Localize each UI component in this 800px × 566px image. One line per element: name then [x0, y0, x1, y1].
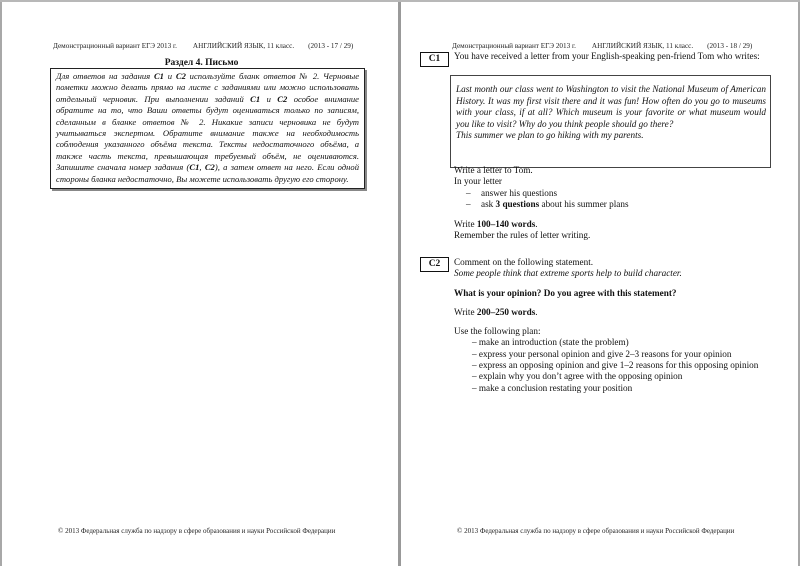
running-head-variant: Демонстрационный вариант ЕГЭ 2013 г. — [452, 42, 576, 50]
running-head-subject: АНГЛИЙСКИЙ ЯЗЫК, 11 класс. — [591, 42, 694, 50]
c2-plan-item: – make a conclusion restating your position — [472, 382, 633, 393]
letter-body: Last month our class went to Washington to visit the National Museum of American History. It was my first visit there and it was fun! How often do you go to museums with your class, if at all? Which museum is your favorite or what museum would you like to visit? Why do you think people should go there? — [456, 84, 766, 129]
letter-last-line: This summer we plan to go hiking with my parents. — [456, 130, 644, 140]
bullet-bold: 3 questions — [495, 198, 540, 209]
text: . — [535, 219, 538, 229]
dash: – — [466, 187, 471, 198]
statement-text: Some people think that extreme sports help to build character. — [454, 268, 682, 279]
instruction-text: и — [163, 71, 176, 81]
instruction-text: используйте бланк ответов № 2. Черновые пометки можно делать прямо на листе с заданиями или можно использовать отдельный черновик. При выполнении заданий — [56, 71, 360, 104]
c2-plan-title: Use the following plan: — [454, 326, 541, 337]
task-ref-c2: С2 — [175, 71, 186, 81]
word-range: 100–140 words — [476, 219, 536, 229]
bullet-text: answer his questions — [481, 187, 558, 198]
bullet-text: about his summer plans — [539, 198, 629, 209]
c1-reminder: Remember the rules of letter writing. — [454, 230, 591, 241]
c2-body — [454, 257, 774, 394]
c1-bullet — [454, 188, 754, 199]
question-text: What is your opinion? Do you agree with this statement? — [454, 287, 677, 298]
c1-word-count — [454, 219, 754, 242]
section-title: Раздел 4. Письмо — [164, 58, 239, 68]
c1-task-line: Write a letter to Tom. — [454, 165, 533, 175]
instruction-text: Для ответов на задания — [56, 71, 154, 81]
page-17 — [0, 2, 399, 566]
c2-plan-item: – make an introduction (state the problem) — [472, 337, 629, 348]
task-ref-c2: С2 — [277, 93, 288, 104]
task-ref-c1: С1 — [250, 93, 261, 104]
c1-task — [454, 165, 754, 210]
instruction-text: и — [260, 93, 278, 104]
c2-plan-item: – explain why you don’t agree with the opposing opinion — [472, 371, 683, 382]
text: Write — [454, 219, 477, 229]
running-head-page-ref: (2013 - 17 / 29) — [308, 42, 354, 50]
text: Write — [454, 306, 477, 317]
running-head-variant: Демонстрационный вариант ЕГЭ 2013 г. — [53, 42, 177, 50]
c1-task-line: In your letter — [454, 176, 502, 187]
text: . — [535, 306, 538, 317]
c2-question — [454, 288, 774, 299]
page-footer: © 2013 Федеральная служба по надзору в сфере образования и науки Российской Федерации — [457, 527, 735, 535]
c2-plan-item: – express your personal opinion and give 2–3 reasons for your opinion — [472, 348, 732, 359]
c1-word-limit — [454, 219, 754, 230]
task-label-c1: C1 — [420, 52, 449, 67]
c2-plan-item: – express an opposing opinion and give 1–2 reasons for this opposing opinion — [472, 360, 759, 371]
word-range: 200–250 words — [476, 306, 536, 317]
c1-intro: You have received a letter from your English-speaking pen-friend Tom who writes: — [454, 51, 760, 61]
task-label-c2: C2 — [420, 257, 449, 272]
letter-box — [450, 75, 771, 168]
running-head — [452, 42, 752, 50]
running-head — [53, 42, 353, 50]
task-ref-c1: С1 — [189, 162, 200, 173]
instruction-text: ), а затем ответ на него. Если одной стороны бланка недостаточно, Вы можете использовать другую его сторону. — [56, 162, 360, 184]
task-ref-c2: С2 — [204, 162, 215, 173]
instruction-text: особое внимание обратите на то, что Ваши ответы будут оцениваться только по записям, сделанным в бланке ответов № 2. Никакие записи черновика не будут учитываться экспертом. Обратите внимание также на необходимость соблюдения указанного объёма текста. Тексты недостаточного объёма, а также часть текста, превышающая требуемый объём, не оцениваются. Запишите сначала номер задания ( — [56, 93, 359, 173]
instruction-text: , — [199, 162, 205, 173]
task-ref-c1: С1 — [153, 71, 164, 81]
dash: – — [466, 198, 471, 209]
c2-statement — [454, 268, 774, 279]
page-footer: © 2013 Федеральная служба по надзору в сфере образования и науки Российской Федерации — [58, 527, 336, 535]
c1-bullet — [454, 199, 754, 210]
running-head-page-ref: (2013 - 18 / 29) — [707, 42, 753, 50]
bullet-text: ask — [481, 198, 496, 209]
page-18 — [400, 2, 800, 566]
instruction-box — [50, 68, 365, 189]
running-head-subject: АНГЛИЙСКИЙ ЯЗЫК, 11 класс. — [192, 42, 295, 50]
c2-intro: Comment on the following statement. — [454, 257, 594, 267]
c2-word-limit — [454, 307, 774, 318]
